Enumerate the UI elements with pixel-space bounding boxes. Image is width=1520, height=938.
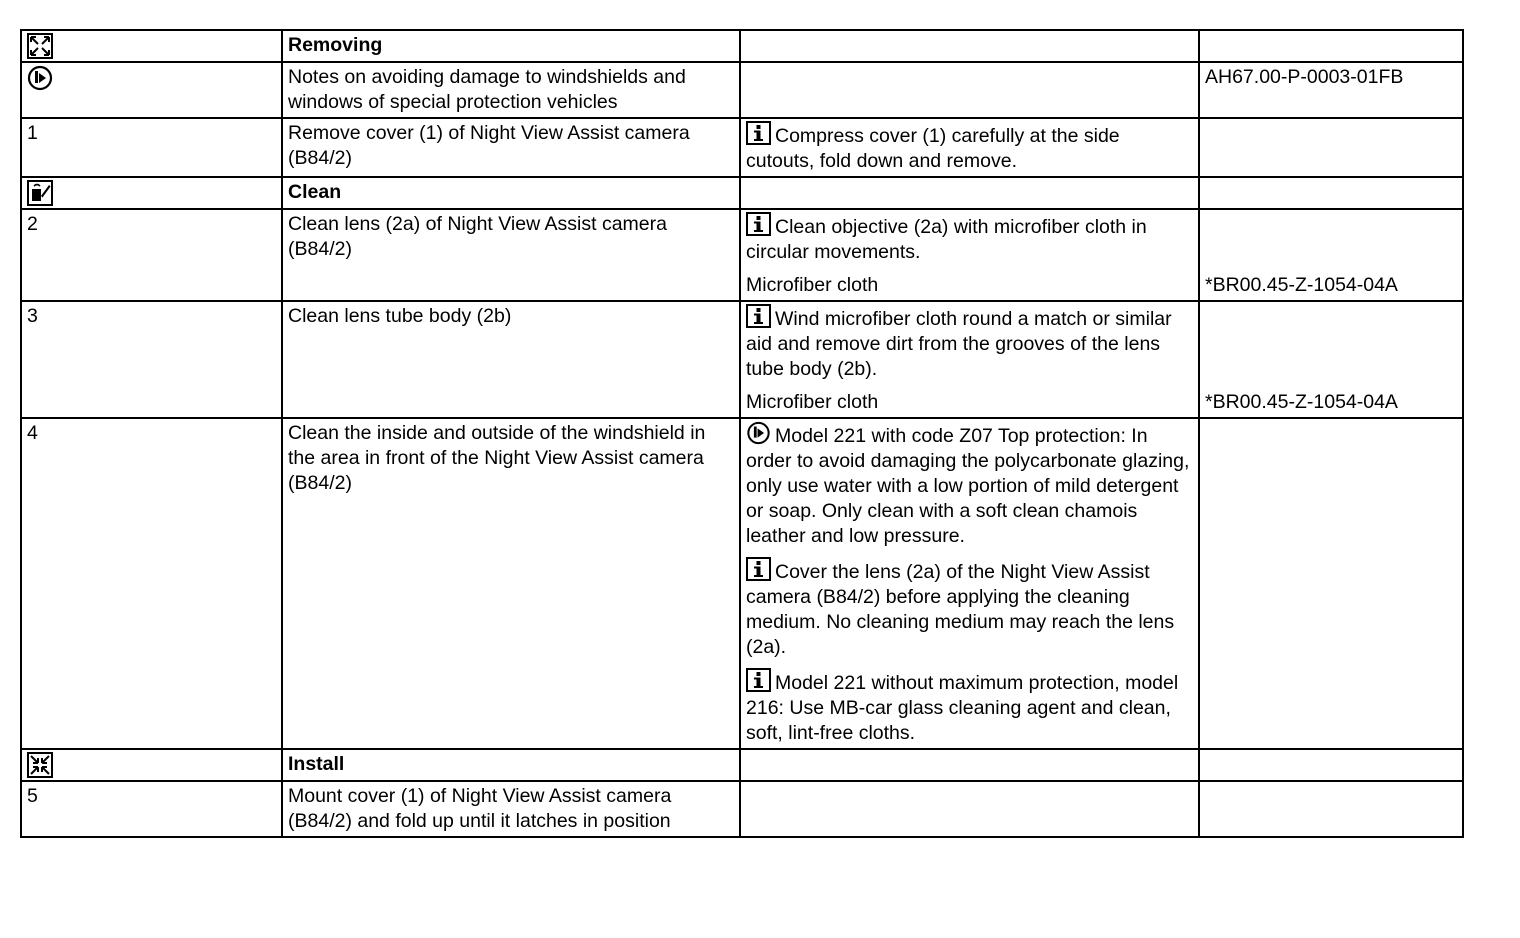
info-icon [746,304,771,328]
note-text: Model 221 without maximum protection, model 216: Use MB-car glass cleaning agent and clean, soft, lint-free cloths. [746,672,1179,744]
note [746,121,1193,174]
notes-cell [740,781,1199,837]
action-cell [282,118,740,177]
clean-icon [27,180,53,206]
notes-cell [740,118,1199,177]
step-cell [21,30,282,62]
procedure-row [21,418,1463,749]
action-cell [282,749,740,781]
step-cell [21,177,282,209]
info-icon [746,212,771,236]
action-text: Notes on avoiding damage to windshields and windows of special protection vehicles [288,66,686,113]
warning-icon [27,65,53,91]
action-cell [282,301,740,418]
note [746,557,1193,660]
document-reference: *BR00.45-Z-1054-04A [1205,391,1398,413]
procedure-table-body [21,30,1463,837]
section-heading: Clean [288,181,342,203]
procedure-row [21,30,1463,62]
info-icon [746,121,771,145]
procedure-row [21,62,1463,118]
notes-cell [740,30,1199,62]
tool-name: Microfiber cloth [746,391,879,413]
action-cell [282,62,740,118]
reference-cell [1199,118,1463,177]
procedure-row [21,177,1463,209]
action-text: Clean lens tube body (2b) [288,305,512,327]
reference-cell [1199,781,1463,837]
step-cell [21,749,282,781]
document-reference: AH67.00-P-0003-01FB [1205,66,1404,88]
action-text: Remove cover (1) of Night View Assist camera (B84/2) [288,122,690,169]
note [746,421,1193,549]
info-icon [746,557,771,581]
notes-cell [740,301,1199,418]
notes-cell [740,749,1199,781]
action-cell [282,209,740,301]
note [746,304,1193,382]
step-number: 3 [27,305,38,327]
procedure-row [21,781,1463,837]
section-heading: Removing [288,34,383,56]
procedure-table [20,29,1464,838]
note-text: Clean objective (2a) with microfiber cloth in circular movements. [746,216,1147,263]
step-cell [21,118,282,177]
install-icon [27,752,53,778]
reference-cell [1199,209,1463,301]
note-text: Compress cover (1) carefully at the side cutouts, fold down and remove. [746,125,1120,172]
action-cell [282,30,740,62]
step-cell [21,418,282,749]
action-text: Clean the inside and outside of the windshield in the area in front of the Night View Assist camera (B84/2) [288,422,706,494]
tool-name: Microfiber cloth [746,274,879,296]
note [746,212,1193,265]
step-number: 1 [27,122,38,144]
step-cell [21,781,282,837]
note-text: Wind microfiber cloth round a match or similar aid and remove dirt from the grooves of the lens tube body (2b). [746,308,1172,380]
note-text: Model 221 with code Z07 Top protection: In order to avoid damaging the polycarbonate glazing, only use water with a low portion of mild detergent or soap. Only clean with a soft clean chamois leather and low pressure. [746,425,1190,547]
notes-cell [740,177,1199,209]
step-number: 4 [27,422,38,444]
procedure-row [21,749,1463,781]
step-number: 2 [27,213,38,235]
notes-cell [740,418,1199,749]
action-text: Clean lens (2a) of Night View Assist camera (B84/2) [288,213,667,260]
document-reference: *BR00.45-Z-1054-04A [1205,274,1398,296]
procedure-row [21,118,1463,177]
procedure-row [21,209,1463,301]
reference-cell [1199,62,1463,118]
step-cell [21,301,282,418]
warning-icon [746,421,771,445]
step-number: 5 [27,785,38,807]
procedure-row [21,301,1463,418]
reference-cell [1199,301,1463,418]
info-icon [746,668,771,692]
action-cell [282,418,740,749]
reference-cell [1199,418,1463,749]
note-text: Cover the lens (2a) of the Night View Assist camera (B84/2) before applying the cleaning medium. No cleaning medium may reach the lens (2a). [746,561,1175,658]
action-cell [282,177,740,209]
action-cell [282,781,740,837]
step-cell [21,62,282,118]
notes-cell [740,209,1199,301]
note [746,668,1193,746]
action-text: Mount cover (1) of Night View Assist camera (B84/2) and fold up until it latches in position [288,785,672,832]
step-cell [21,209,282,301]
reference-cell [1199,30,1463,62]
reference-cell [1199,177,1463,209]
removing-icon [27,33,53,59]
notes-cell [740,62,1199,118]
reference-cell [1199,749,1463,781]
section-heading: Install [288,753,345,775]
